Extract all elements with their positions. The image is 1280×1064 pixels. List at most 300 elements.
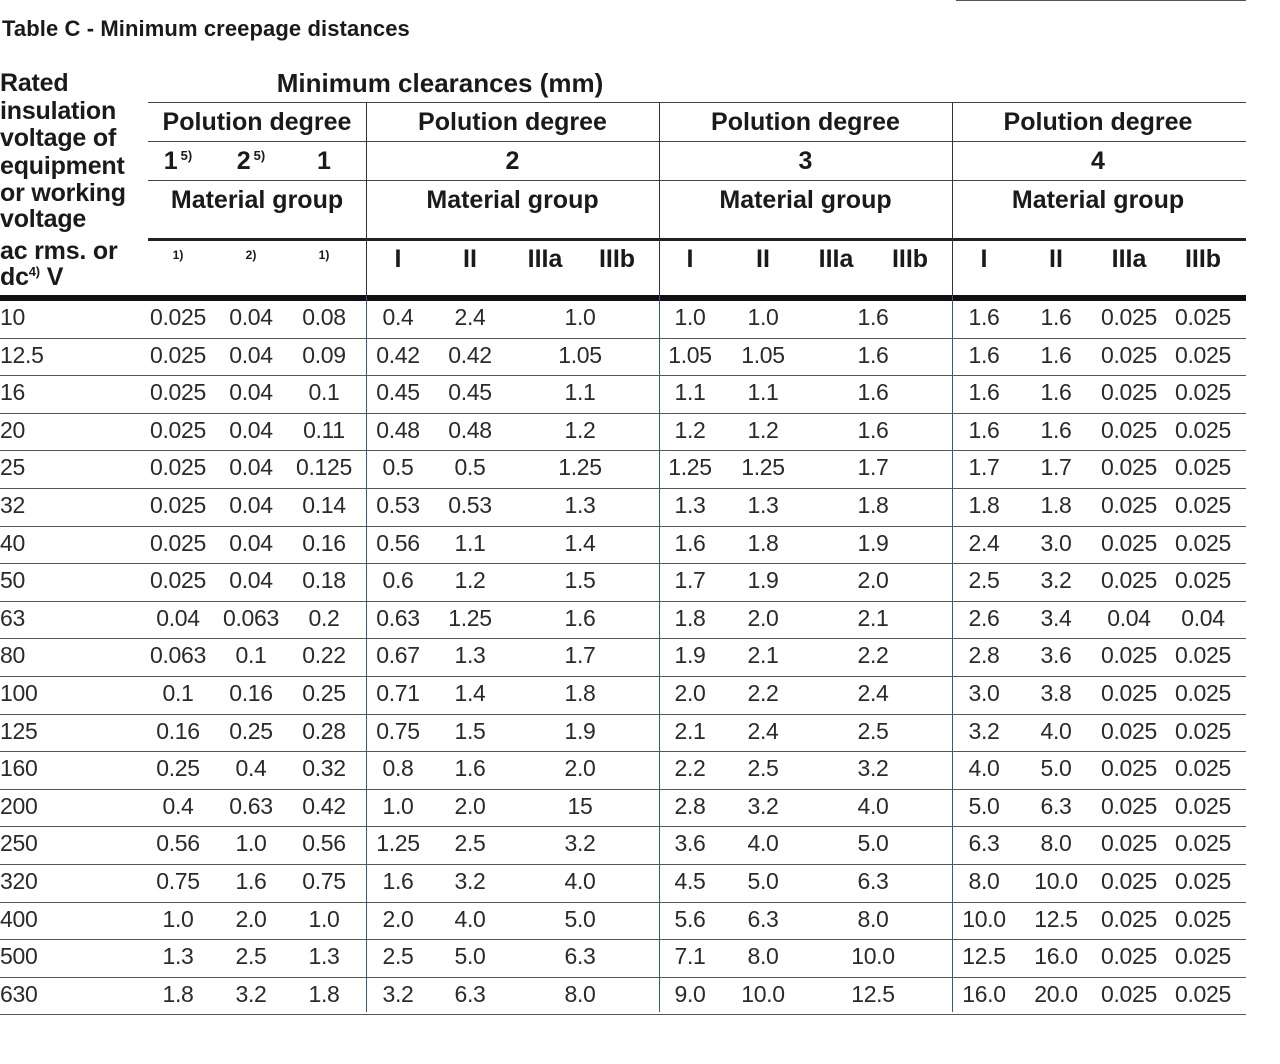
value-cell: 0.025 — [1174, 980, 1232, 1007]
value-cell: 0.4 — [162, 792, 194, 819]
material-footnote: 1) — [172, 248, 184, 262]
value-cell: 16.0 — [1034, 943, 1078, 970]
value-cell: 0.04 — [229, 529, 273, 556]
value-cell: 1.3 — [564, 492, 596, 518]
value-cell: 1.7 — [857, 454, 889, 481]
table-row — [0, 379, 1246, 417]
value-cell: 2.5 — [382, 943, 414, 970]
value-cell: 0.2 — [308, 604, 340, 631]
material-group-label: Material group — [426, 186, 599, 214]
voltage-cell: 32 — [0, 492, 25, 518]
table-row — [0, 755, 1246, 793]
value-cell: 1.7 — [968, 454, 1000, 481]
degree-footnote: 5) — [253, 148, 266, 163]
degree-value: 2 — [236, 147, 251, 175]
value-cell: 8.0 — [1040, 830, 1072, 857]
value-cell: 12.5 — [962, 943, 1006, 970]
value-cell: 0.025 — [1100, 642, 1158, 669]
value-cell: 0.025 — [1100, 717, 1158, 744]
row-label-line: voltage of — [0, 124, 117, 152]
value-cell: 1.8 — [857, 492, 889, 518]
value-cell: 2.5 — [454, 830, 486, 857]
value-cell: 1.3 — [454, 642, 486, 669]
voltage-cell: 40 — [0, 529, 25, 556]
value-cell: 2.0 — [674, 680, 706, 706]
row-label-unit: V — [39, 262, 64, 291]
value-cell: 8.0 — [857, 905, 889, 932]
pollution-degree-label: Polution degree — [418, 108, 607, 136]
value-cell: 1.4 — [454, 680, 486, 706]
value-cell: 2.0 — [857, 567, 889, 594]
table-row — [0, 868, 1246, 906]
degree-rule — [148, 180, 1246, 181]
pollution-degree-number — [211, 147, 291, 176]
value-cell: 0.16 — [156, 717, 200, 744]
value-cell: 4.0 — [968, 755, 1000, 782]
table-row — [0, 906, 1246, 944]
value-cell: 1.2 — [564, 416, 596, 443]
value-cell: 0.16 — [302, 529, 346, 556]
value-cell: 0.025 — [149, 454, 207, 481]
value-cell: 10.0 — [1034, 868, 1078, 894]
value-cell: 1.2 — [674, 416, 706, 443]
value-cell: 2.0 — [382, 905, 414, 932]
voltage-cell: 20 — [0, 416, 25, 443]
value-cell: 0.025 — [1174, 905, 1232, 932]
value-cell: 4.5 — [674, 868, 706, 894]
table-row — [0, 567, 1246, 605]
value-cell: 0.04 — [229, 492, 273, 518]
value-cell: 1.8 — [674, 604, 706, 631]
value-cell: 1.4 — [564, 529, 596, 556]
value-cell: 0.8 — [382, 755, 414, 782]
value-cell: 4.0 — [747, 830, 779, 857]
material-group-IIIa: IIIa — [527, 245, 563, 273]
voltage-cell: 500 — [0, 943, 38, 970]
value-cell: 2.8 — [968, 642, 1000, 669]
table-row — [0, 492, 1246, 530]
value-cell: 3.2 — [1040, 567, 1072, 594]
value-cell: 2.6 — [968, 604, 1000, 631]
value-cell: 12.5 — [1034, 905, 1078, 932]
value-cell: 0.04 — [229, 567, 273, 594]
value-cell: 2.4 — [968, 529, 1000, 556]
value-cell: 2.8 — [674, 792, 706, 819]
value-cell: 0.025 — [1100, 792, 1158, 819]
value-cell: 1.3 — [674, 492, 706, 518]
value-cell: 5.0 — [454, 943, 486, 970]
value-cell: 0.025 — [149, 567, 207, 594]
value-cell: 0.1 — [308, 379, 340, 406]
value-cell: 1.0 — [308, 905, 340, 932]
value-cell: 0.42 — [376, 341, 420, 368]
value-cell: 4.0 — [1040, 717, 1072, 744]
material-footnote: 1) — [318, 248, 330, 262]
value-cell: 0.025 — [149, 304, 207, 330]
pollution-degree-label: Polution degree — [162, 108, 352, 136]
value-cell: 1.8 — [747, 529, 779, 556]
value-cell: 1.6 — [454, 755, 486, 782]
value-cell: 0.45 — [448, 379, 492, 406]
value-cell: 4.0 — [454, 905, 486, 932]
table-row — [0, 718, 1246, 756]
value-cell: 0.025 — [1100, 680, 1158, 706]
value-cell: 0.5 — [454, 454, 486, 481]
value-cell: 2.5 — [235, 943, 267, 970]
value-cell: 2.2 — [674, 755, 706, 782]
value-cell: 2.5 — [747, 755, 779, 782]
value-cell: 0.025 — [149, 379, 207, 406]
voltage-cell: 12.5 — [0, 341, 44, 368]
header-bottom-rule — [0, 295, 1246, 301]
value-cell: 1.9 — [747, 567, 779, 594]
value-cell: 2.0 — [564, 755, 596, 782]
value-cell: 5.0 — [564, 905, 596, 932]
value-cell: 4.0 — [564, 868, 596, 894]
row-label-line: ac rms. or — [0, 236, 118, 265]
value-cell: 1.25 — [741, 454, 785, 481]
value-cell: 0.025 — [1174, 642, 1232, 669]
value-cell: 2.0 — [454, 792, 486, 819]
voltage-cell: 80 — [0, 642, 25, 669]
value-cell: 6.3 — [747, 905, 779, 932]
value-cell: 5.0 — [857, 830, 889, 857]
value-cell: 1.6 — [857, 416, 889, 443]
table-row — [0, 981, 1246, 1019]
value-cell: 1.8 — [162, 980, 194, 1007]
value-cell: 0.125 — [295, 454, 353, 481]
material-group-IIIb: IIIb — [1184, 245, 1222, 273]
value-cell: 1.8 — [1040, 492, 1072, 518]
value-cell: 0.42 — [302, 792, 346, 819]
table-row — [0, 342, 1246, 380]
value-cell: 0.63 — [376, 604, 420, 631]
value-cell: 0.025 — [1174, 379, 1232, 406]
voltage-cell: 160 — [0, 755, 38, 782]
value-cell: 1.7 — [674, 567, 706, 594]
value-cell: 0.75 — [302, 868, 346, 894]
value-cell: 1.6 — [968, 416, 1000, 443]
voltage-cell: 63 — [0, 604, 25, 631]
value-cell: 0.025 — [1100, 980, 1158, 1007]
value-cell: 1.6 — [235, 868, 267, 894]
value-cell: 3.2 — [454, 868, 486, 894]
value-cell: 2.1 — [674, 717, 706, 744]
material-group-II: II — [463, 245, 477, 273]
value-cell: 0.025 — [1100, 454, 1158, 481]
value-cell: 0.025 — [1100, 943, 1158, 970]
value-cell: 3.2 — [747, 792, 779, 819]
value-cell: 0.53 — [448, 492, 492, 518]
material-group-label: Material group — [170, 186, 344, 214]
material-footnote: 2) — [245, 248, 257, 262]
value-cell: 0.025 — [1100, 529, 1158, 556]
value-cell: 20.0 — [1034, 980, 1078, 1007]
value-cell: 6.3 — [968, 830, 1000, 857]
value-cell: 0.025 — [1174, 416, 1232, 443]
value-cell: 1.25 — [448, 604, 492, 631]
value-cell: 3.0 — [1040, 529, 1072, 556]
value-cell: 0.11 — [303, 416, 345, 443]
material-group-IIIb: IIIb — [598, 245, 636, 273]
value-cell: 0.025 — [149, 341, 207, 368]
material-group-I: I — [394, 245, 402, 273]
value-cell: 0.1 — [235, 642, 267, 669]
pollution-rule — [148, 141, 1246, 142]
voltage-cell: 630 — [0, 980, 38, 1007]
pollution-degree-number: 2 — [505, 147, 520, 175]
value-cell: 0.75 — [376, 717, 420, 744]
value-cell: 2.2 — [857, 642, 889, 669]
value-cell: 1.0 — [162, 905, 194, 932]
value-cell: 0.025 — [1174, 830, 1232, 857]
value-cell: 1.0 — [564, 304, 596, 330]
value-cell: 0.025 — [1174, 492, 1232, 518]
material-group-label: Material group — [719, 186, 892, 214]
value-cell: 1.8 — [564, 680, 596, 706]
value-cell: 0.08 — [302, 304, 346, 330]
row-label-line: equipment — [0, 151, 125, 180]
degree-footnote: 5) — [180, 148, 193, 163]
row-label-line: voltage — [0, 204, 87, 233]
value-cell: 1.05 — [558, 341, 602, 368]
pollution-degree-number: 3 — [798, 147, 813, 175]
voltage-cell: 125 — [0, 717, 38, 744]
value-cell: 0.025 — [1100, 755, 1158, 782]
value-cell: 0.025 — [1174, 755, 1232, 782]
value-cell: 3.2 — [235, 980, 267, 1007]
value-cell: 2.2 — [747, 680, 779, 706]
value-cell: 0.04 — [229, 341, 273, 368]
row-label-line: or working — [0, 179, 126, 207]
value-cell: 0.025 — [1174, 868, 1232, 894]
value-cell: 1.6 — [968, 341, 1000, 368]
value-cell: 1.8 — [968, 492, 1000, 518]
value-cell: 0.025 — [1174, 454, 1232, 481]
table-row — [0, 793, 1246, 831]
value-cell: 4.0 — [857, 792, 889, 819]
value-cell: 1.6 — [1040, 416, 1072, 443]
value-cell: 1.6 — [857, 379, 889, 406]
voltage-cell: 25 — [0, 454, 25, 481]
value-cell: 0.04 — [229, 304, 273, 330]
value-cell: 0.4 — [382, 304, 414, 330]
value-cell: 0.025 — [1174, 717, 1232, 744]
value-cell: 1.25 — [558, 454, 602, 481]
material-group-IIIa: IIIa — [818, 245, 854, 273]
value-cell: 0.04 — [1107, 604, 1151, 631]
voltage-cell: 200 — [0, 792, 38, 819]
table-row — [0, 454, 1246, 492]
voltage-cell: 50 — [0, 567, 25, 594]
value-cell: 3.6 — [1040, 642, 1072, 669]
value-cell: 0.63 — [229, 792, 273, 819]
value-cell: 1.1 — [454, 529, 486, 556]
table-row — [0, 642, 1246, 680]
value-cell: 1.9 — [674, 642, 706, 669]
value-cell: 0.56 — [376, 529, 420, 556]
value-cell: 0.04 — [156, 604, 200, 631]
value-cell: 0.48 — [376, 416, 420, 443]
pollution-degree-label: Polution degree — [1003, 108, 1193, 136]
value-cell: 1.8 — [308, 980, 340, 1007]
value-cell: 0.48 — [448, 416, 492, 443]
value-cell: 3.2 — [857, 755, 889, 782]
value-cell: 1.6 — [857, 341, 889, 368]
value-cell: 2.4 — [454, 304, 486, 330]
value-cell: 0.025 — [149, 416, 207, 443]
value-cell: 0.56 — [302, 830, 346, 857]
value-cell: 0.025 — [1100, 492, 1158, 518]
table-row — [0, 680, 1246, 718]
voltage-cell: 250 — [0, 830, 38, 857]
value-cell: 1.6 — [674, 529, 706, 556]
value-cell: 8.0 — [747, 943, 779, 970]
value-cell: 1.9 — [857, 529, 889, 556]
value-cell: 0.025 — [1100, 868, 1158, 894]
value-cell: 2.4 — [747, 717, 779, 744]
value-cell: 1.5 — [454, 717, 486, 744]
material-group-label: Material group — [1011, 186, 1185, 214]
material-group-I: I — [686, 245, 694, 273]
value-cell: 3.2 — [382, 980, 414, 1007]
voltage-cell: 100 — [0, 680, 38, 706]
material-group-I: I — [980, 245, 988, 273]
value-cell: 1.1 — [674, 379, 706, 406]
table-row — [0, 830, 1246, 868]
value-cell: 1.3 — [308, 943, 340, 970]
value-cell: 0.75 — [156, 868, 200, 894]
value-cell: 3.4 — [1040, 604, 1072, 631]
value-cell: 1.6 — [968, 379, 1000, 406]
value-cell: 10.0 — [741, 980, 785, 1007]
value-cell: 1.1 — [564, 379, 596, 406]
value-cell: 1.6 — [564, 604, 596, 631]
main-heading — [276, 68, 1280, 99]
value-cell: 0.32 — [302, 755, 346, 782]
pollution-degree-number — [284, 147, 364, 176]
value-cell: 1.9 — [564, 717, 596, 744]
material-rule — [148, 238, 1246, 241]
voltage-cell: 10 — [0, 304, 25, 330]
row-label-header — [0, 70, 146, 290]
value-cell: 1.7 — [1040, 454, 1072, 481]
value-cell: 0.25 — [229, 717, 273, 744]
value-cell: 1.0 — [382, 792, 414, 819]
value-cell: 0.25 — [156, 755, 200, 782]
value-cell: 1.0 — [235, 830, 267, 857]
value-cell: 9.0 — [674, 980, 706, 1007]
value-cell: 0.14 — [302, 492, 346, 518]
value-cell: 1.6 — [1040, 379, 1072, 406]
value-cell: 0.53 — [376, 492, 420, 518]
value-cell: 1.6 — [382, 868, 414, 894]
voltage-cell: 320 — [0, 868, 38, 894]
value-cell: 1.6 — [968, 304, 1000, 330]
material-group-II: II — [1049, 245, 1063, 273]
value-cell: 0.67 — [376, 642, 420, 669]
value-cell: 2.5 — [968, 567, 1000, 594]
table-row — [0, 417, 1246, 455]
value-cell: 3.2 — [968, 717, 1000, 744]
material-group-IIIa: IIIa — [1111, 245, 1147, 273]
value-cell: 1.7 — [564, 642, 596, 669]
value-cell: 6.3 — [564, 943, 596, 970]
value-cell: 5.0 — [747, 868, 779, 894]
table-title: Table C - Minimum creepage distances — [2, 16, 410, 41]
material-group-IIIb: IIIb — [891, 245, 929, 273]
heading-rule — [148, 102, 1246, 103]
row-label-footnote: 4) — [28, 263, 40, 279]
value-cell: 7.1 — [674, 943, 706, 970]
row-label-dc: dc — [0, 262, 29, 291]
value-cell: 1.6 — [1040, 304, 1072, 330]
value-cell: 0.22 — [302, 642, 346, 669]
value-cell: 2.0 — [235, 905, 267, 932]
table-row — [0, 605, 1246, 643]
degree-value: 1 — [163, 147, 178, 175]
value-cell: 0.025 — [1174, 943, 1232, 970]
value-cell: 2.1 — [747, 642, 779, 669]
value-cell: 8.0 — [968, 868, 1000, 894]
value-cell: 6.3 — [857, 868, 889, 894]
value-cell: 1.05 — [668, 341, 712, 368]
value-cell: 1.25 — [668, 454, 712, 481]
value-cell: 1.3 — [747, 492, 779, 518]
value-cell: 0.56 — [156, 830, 200, 857]
value-cell: 0.25 — [302, 680, 346, 706]
value-cell: 1.0 — [747, 304, 779, 330]
value-cell: 0.025 — [1100, 379, 1158, 406]
value-cell: 0.025 — [1174, 680, 1232, 706]
value-cell: 0.28 — [302, 717, 346, 744]
value-cell: 15 — [567, 792, 593, 819]
value-cell: 10.0 — [851, 943, 895, 970]
value-cell: 1.3 — [162, 943, 194, 970]
value-cell: 1.5 — [564, 567, 596, 594]
value-cell: 2.5 — [857, 717, 889, 744]
value-cell: 1.05 — [741, 341, 785, 368]
value-cell: 0.025 — [149, 529, 207, 556]
value-cell: 0.04 — [229, 379, 273, 406]
value-cell: 2.4 — [857, 680, 889, 706]
value-cell: 1.0 — [674, 304, 706, 330]
value-cell: 0.025 — [1100, 304, 1158, 330]
value-cell: 1.2 — [747, 416, 779, 443]
value-cell: 0.025 — [1174, 567, 1232, 594]
value-cell: 1.2 — [454, 567, 486, 594]
table-row — [0, 943, 1246, 981]
value-cell: 0.025 — [1100, 341, 1158, 368]
value-cell: 2.0 — [747, 604, 779, 631]
table-row — [0, 530, 1246, 568]
value-cell: 0.09 — [302, 341, 346, 368]
value-cell: 0.45 — [376, 379, 420, 406]
value-cell: 12.5 — [851, 980, 895, 1007]
value-cell: 0.18 — [302, 567, 346, 594]
value-cell: 3.8 — [1040, 680, 1072, 706]
row-label-line: insulation — [0, 96, 117, 125]
value-cell: 16.0 — [962, 980, 1006, 1007]
value-cell: 0.025 — [1174, 304, 1232, 330]
value-cell: 2.1 — [857, 604, 889, 631]
value-cell: 0.71 — [376, 680, 420, 706]
value-cell: 10.0 — [962, 905, 1006, 932]
value-cell: 1.6 — [1040, 341, 1072, 368]
value-cell: 3.0 — [968, 680, 1000, 706]
value-cell: 3.2 — [564, 830, 596, 857]
value-cell: 5.0 — [1040, 755, 1072, 782]
